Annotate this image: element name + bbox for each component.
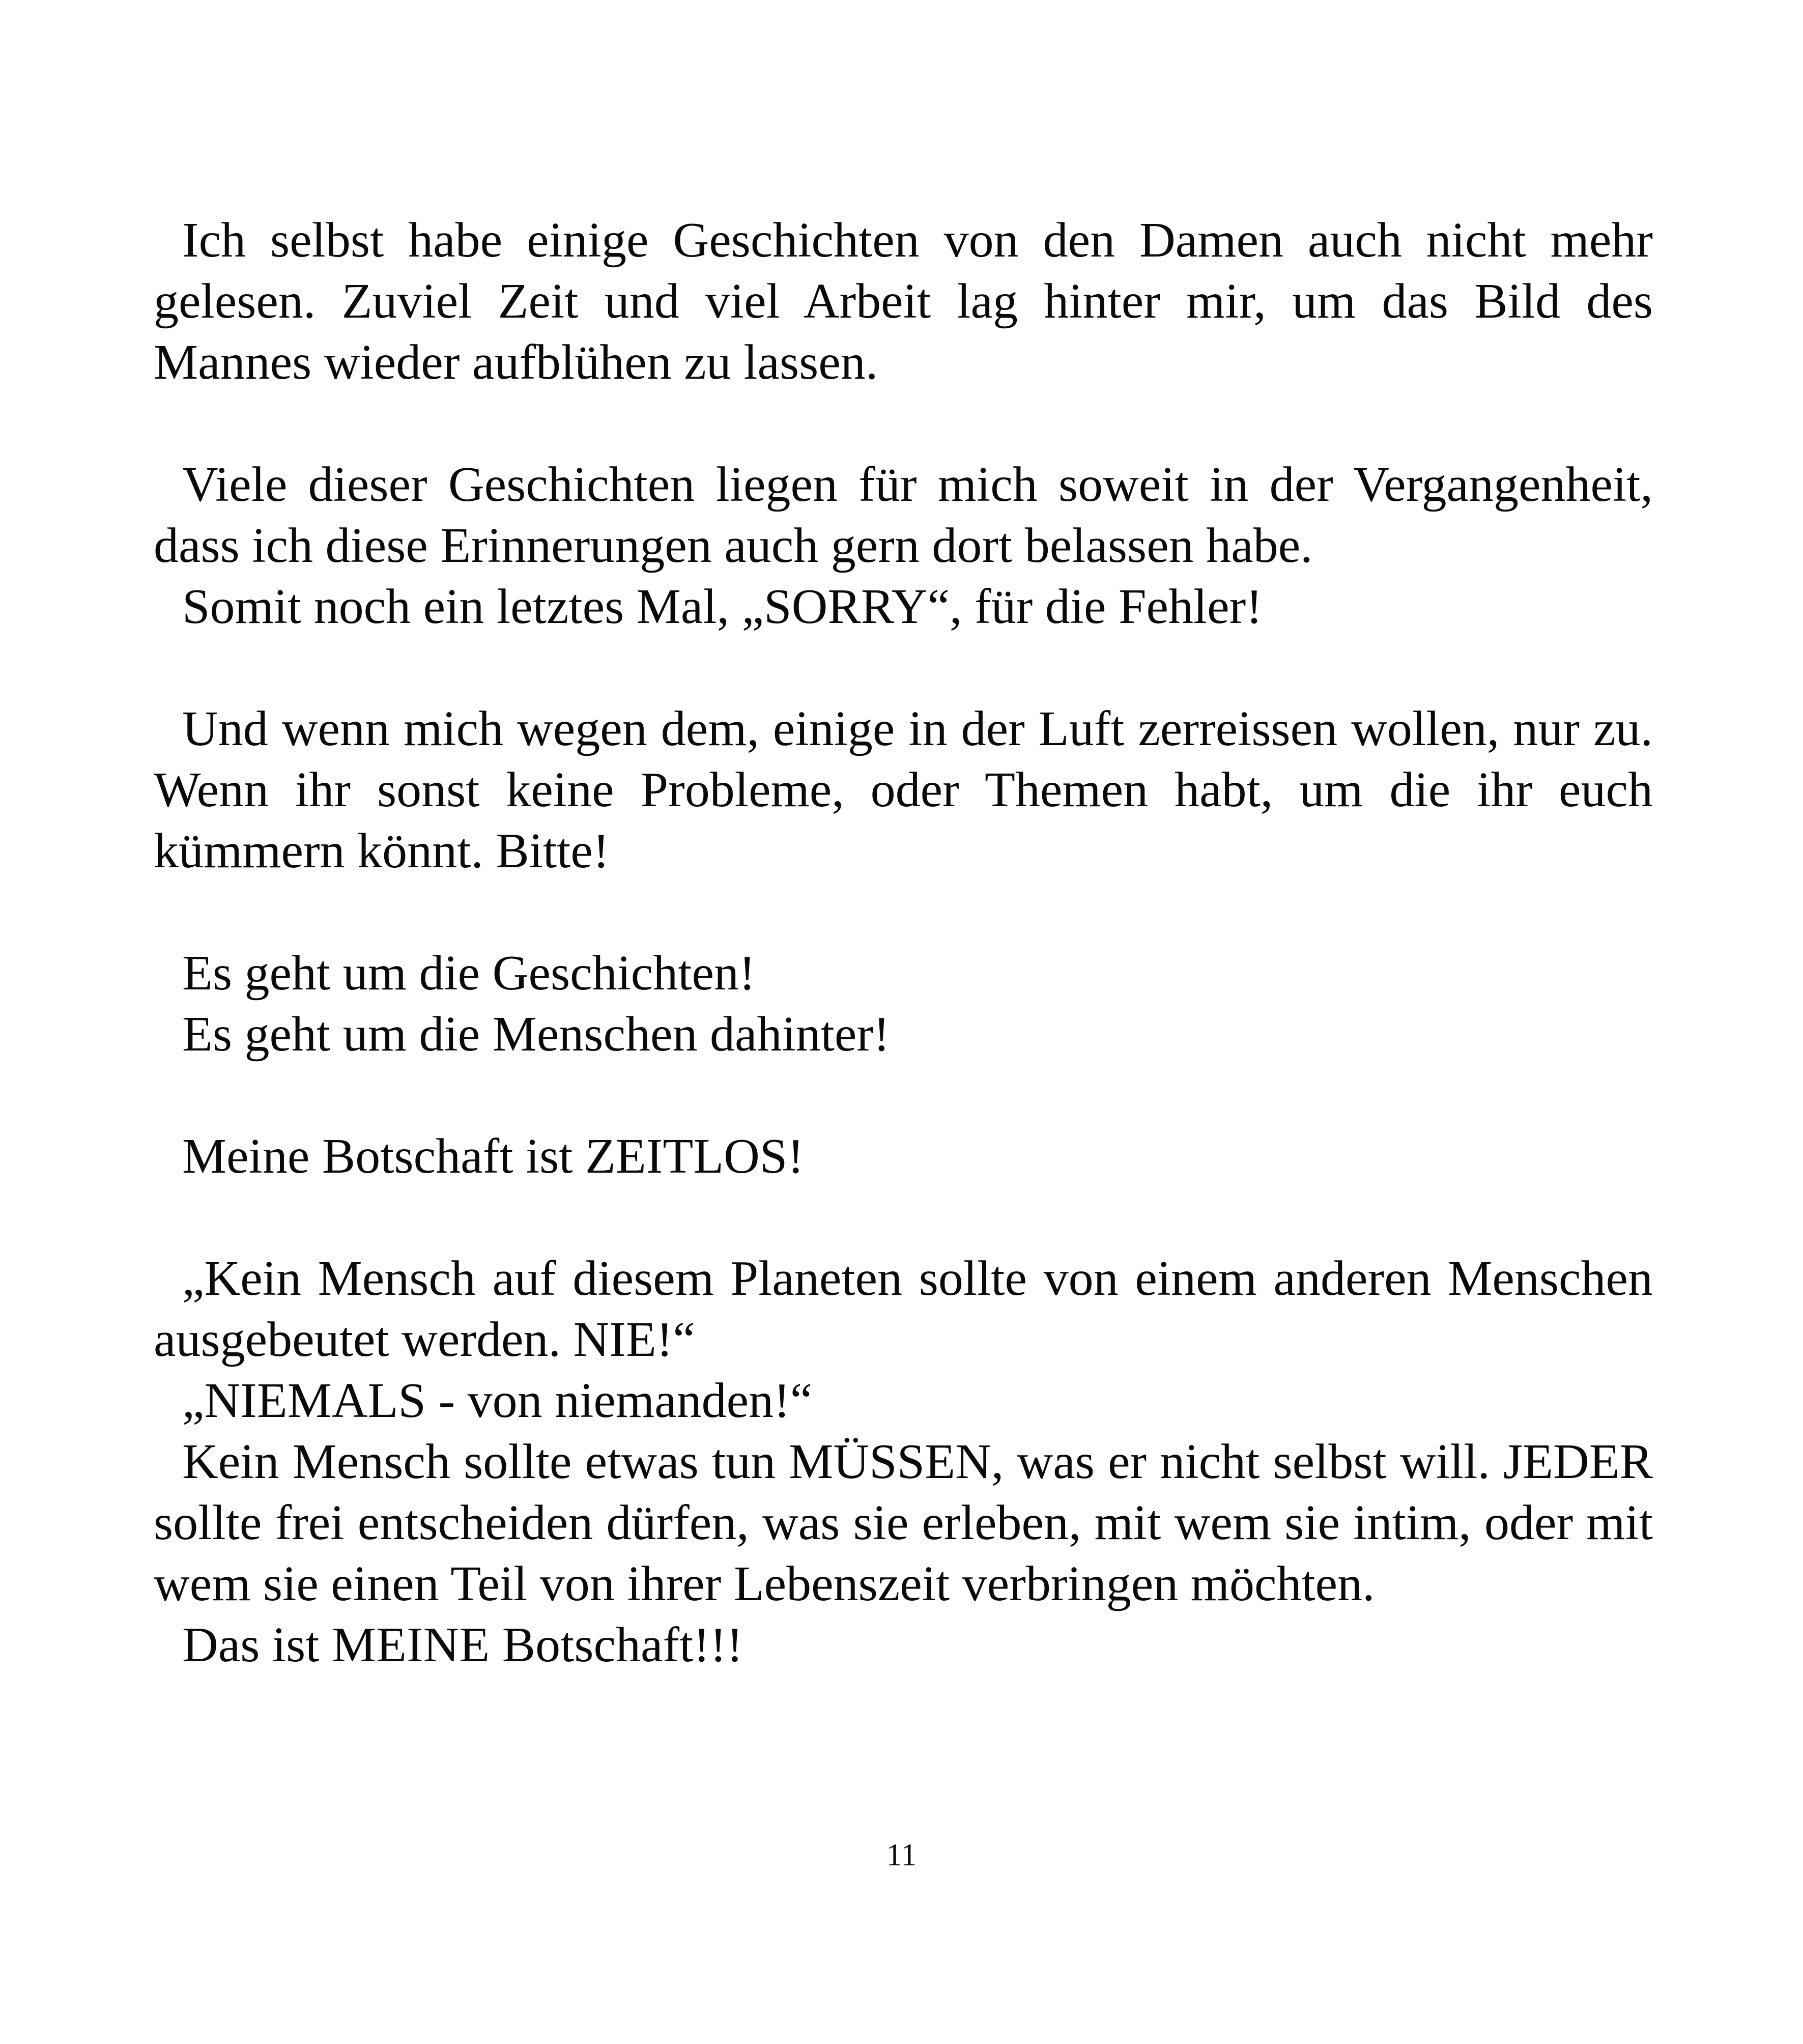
paragraph-5: Es geht um die Geschichten! <box>182 946 756 1001</box>
page-number: 11 <box>886 1838 917 1872</box>
paragraph-11: Das ist MEINE Botschaft!!! <box>182 1617 743 1672</box>
paragraph-4: Und wenn mich wegen dem, einige in der Luft zerreissen wollen, nur zu. Wenn ihr sonst keine Probleme, oder Themen habt, um die ihr euch kümmern könnt. Bitte! <box>154 701 1653 878</box>
paragraph-3: Somit noch ein letztes Mal, „SORRY“, für die Fehler! <box>182 579 1263 634</box>
paragraph-7: Meine Botschaft ist ZEITLOS! <box>182 1129 805 1184</box>
paragraph-8: „Kein Mensch auf diesem Planeten sollte von einem anderen Menschen ausgebeutet werden. NIE!“ <box>154 1251 1653 1367</box>
paragraph-gap <box>154 1065 1653 1126</box>
paragraph-gap <box>154 637 1653 698</box>
paragraph-gap <box>154 393 1653 454</box>
paragraph-gap <box>154 882 1653 943</box>
body-text <box>154 210 1653 1676</box>
paragraph-2: Viele dieser Geschichten liegen für mich soweit in der Vergangenheit, dass ich diese Erinnerungen auch gern dort belassen habe. <box>154 457 1653 573</box>
paragraph-9: „NIEMALS - von niemanden!“ <box>182 1373 813 1428</box>
paragraph-1: Ich selbst habe einige Geschichten von den Damen auch nicht mehr gelesen. Zuviel Zeit und viel Arbeit lag hinter mir, um das Bild des Mannes wieder aufblühen zu lassen. <box>154 213 1653 390</box>
paragraph-gap <box>154 1187 1653 1248</box>
paragraph-6: Es geht um die Menschen dahinter! <box>182 1007 890 1062</box>
paragraph-10: Kein Mensch sollte etwas tun MÜSSEN, was er nicht selbst will. JEDER sollte frei entscheiden dürfen, was sie erleben, mit wem sie intim, oder mit wem sie einen Teil von ihrer Lebenszeit verbringen möchten. <box>154 1434 1653 1611</box>
